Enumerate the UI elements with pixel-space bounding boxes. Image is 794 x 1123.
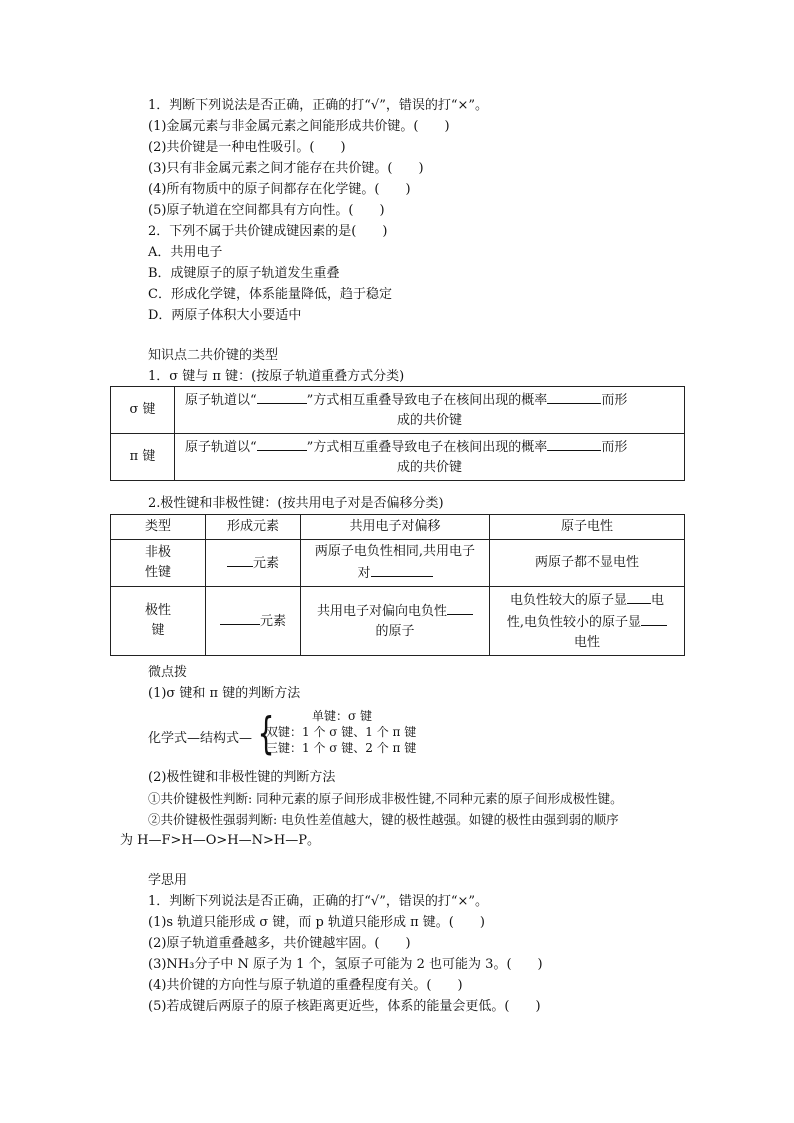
tips-item-2: (2)极性键和非极性键的判断方法 — [148, 770, 336, 785]
diagram-single-bond: 单键：σ 键 — [312, 709, 373, 723]
table-header-row — [111, 515, 685, 540]
practice-intro: 1．判断下列说法是否正确，正确的打“√”，错误的打“×”。 — [148, 894, 489, 909]
answer-blank[interactable] — [371, 562, 433, 577]
sigma-pi-table — [110, 386, 685, 481]
diagram-double-bond: 双键：1 个 σ 键、1 个 π 键 — [266, 725, 417, 739]
polarity-table — [110, 514, 685, 656]
tips-rule-2-continued: 为 H—F>H—O>H—N>H—P。 — [120, 833, 320, 848]
bond-type-cell: π 键 — [111, 434, 175, 481]
question-1-item-2: (2)共价键是一种电性吸引。( ) — [148, 140, 346, 155]
bond-type-cell: σ 键 — [111, 387, 175, 434]
answer-blank[interactable] — [547, 389, 601, 404]
question-1-item-5: (5)原子轨道在空间都具有方向性。( ) — [148, 203, 385, 218]
description-cell — [175, 387, 685, 434]
cell-text: 极性 — [144, 603, 171, 618]
brace-icon: { — [257, 708, 275, 759]
shift-cell — [301, 587, 490, 656]
shift-cell — [301, 540, 490, 587]
element-cell — [206, 587, 301, 656]
practice-title: 学思用 — [148, 873, 188, 888]
charge-cell: 两原子都不显电性 — [490, 540, 685, 587]
cell-text: 共用电子对偏向电负性 — [316, 604, 447, 619]
practice-item-3: (3)NH₃分子中 N 原子为 1 个，氢原子可能为 2 也可能为 3。( ) — [148, 957, 543, 972]
cell-text: 性键 — [144, 565, 171, 580]
section-title: 知识点二共价键的类型 — [148, 348, 279, 363]
cell-text: 元素 — [259, 614, 286, 629]
description-cell — [175, 434, 685, 481]
answer-blank[interactable] — [627, 589, 651, 604]
subheading-sigma-pi: 1．σ 键与 π 键：(按原子轨道重叠方式分类) — [148, 369, 405, 384]
option-b: B．成键原子的原子轨道发生重叠 — [148, 266, 340, 281]
charge-cell — [490, 587, 685, 656]
cell-text: 电 — [651, 593, 665, 608]
answer-blank[interactable] — [227, 552, 253, 567]
table-row — [111, 434, 685, 481]
cell-text: 非极 — [144, 545, 171, 560]
cell-text: 电性 — [573, 635, 600, 650]
answer-blank[interactable] — [547, 436, 601, 451]
column-header: 形成元素 — [206, 515, 301, 540]
cell-text: 键 — [151, 623, 165, 638]
table-row — [111, 540, 685, 587]
description-text: 成的共价键 — [396, 413, 462, 428]
cell-text: 性,电负性较小的原子显 — [506, 615, 642, 630]
cell-text: 两原子电负性相同,共用电子 — [314, 544, 476, 559]
practice-item-4: (4)共价键的方向性与原子轨道的重叠程度有关。( ) — [148, 978, 463, 993]
description-text: 原子轨道以“ — [185, 440, 257, 455]
answer-blank[interactable] — [641, 611, 667, 626]
description-text: 原子轨道以“ — [185, 393, 257, 408]
table-row — [111, 587, 685, 656]
question-1-item-4: (4)所有物质中的原子间都存在化学键。( ) — [148, 182, 411, 197]
type-cell — [111, 540, 206, 587]
type-cell — [111, 587, 206, 656]
tips-item-1: (1)σ 键和 π 键的判断方法 — [148, 686, 301, 701]
answer-blank[interactable] — [447, 600, 473, 615]
description-text: ”方式相互重叠导致电子在核间出现的概率 — [306, 393, 548, 408]
answer-blank[interactable] — [257, 436, 307, 451]
tips-rule-2: ②共价键极性强弱判断: 电负性差值越大，键的极性越强。如键的极性由强到弱的顺序 — [148, 812, 619, 827]
answer-blank[interactable] — [220, 610, 260, 625]
description-text: ”方式相互重叠导致电子在核间出现的概率 — [306, 440, 548, 455]
question-1-item-3: (3)只有非金属元素之间才能存在共价键。( ) — [148, 161, 424, 176]
question-2-stem: 2．下列不属于共价键成键因素的是( ) — [148, 224, 388, 239]
practice-item-1: (1)s 轨道只能形成 σ 键，而 p 轨道只能形成 π 键。( ) — [148, 915, 485, 930]
question-1-intro: 1．判断下列说法是否正确，正确的打“√”，错误的打“×”。 — [148, 98, 489, 113]
column-header: 原子电性 — [490, 515, 685, 540]
column-header: 类型 — [111, 515, 206, 540]
element-cell — [206, 540, 301, 587]
option-c: C．形成化学键，体系能量降低，趋于稳定 — [148, 287, 392, 302]
description-text: 成的共价键 — [396, 460, 462, 475]
diagram-left-label: 化学式—结构式— — [148, 731, 253, 746]
option-a: A．共用电子 — [148, 245, 223, 260]
cell-text: 的原子 — [375, 624, 415, 639]
description-text: 而形 — [601, 440, 628, 455]
question-1-item-1: (1)金属元素与非金属元素之间能形成共价键。( ) — [148, 119, 450, 134]
tips-title: 微点拨 — [148, 665, 188, 680]
practice-item-2: (2)原子轨道重叠越多，共价键越牢固。( ) — [148, 936, 411, 951]
cell-text: 对 — [357, 566, 371, 581]
practice-item-5: (5)若成键后两原子的原子核距离更近些，体系的能量会更低。( ) — [148, 999, 541, 1014]
cell-text: 电负性较大的原子显 — [509, 593, 627, 608]
cell-text: 元素 — [252, 556, 279, 571]
table-row — [111, 387, 685, 434]
diagram-triple-bond: 三键：1 个 σ 键、2 个 π 键 — [266, 741, 417, 755]
option-d: D．两原子体积大小要适中 — [148, 308, 302, 323]
answer-blank[interactable] — [257, 389, 307, 404]
subheading-polarity: 2.极性键和非极性键：(按共用电子对是否偏移分类) — [148, 496, 444, 511]
column-header: 共用电子对偏移 — [301, 515, 490, 540]
tips-rule-1: ①共价键极性判断: 同种元素的原子间形成非极性键,不同种元素的原子间形成极性键。 — [148, 791, 623, 806]
description-text: 而形 — [601, 393, 628, 408]
